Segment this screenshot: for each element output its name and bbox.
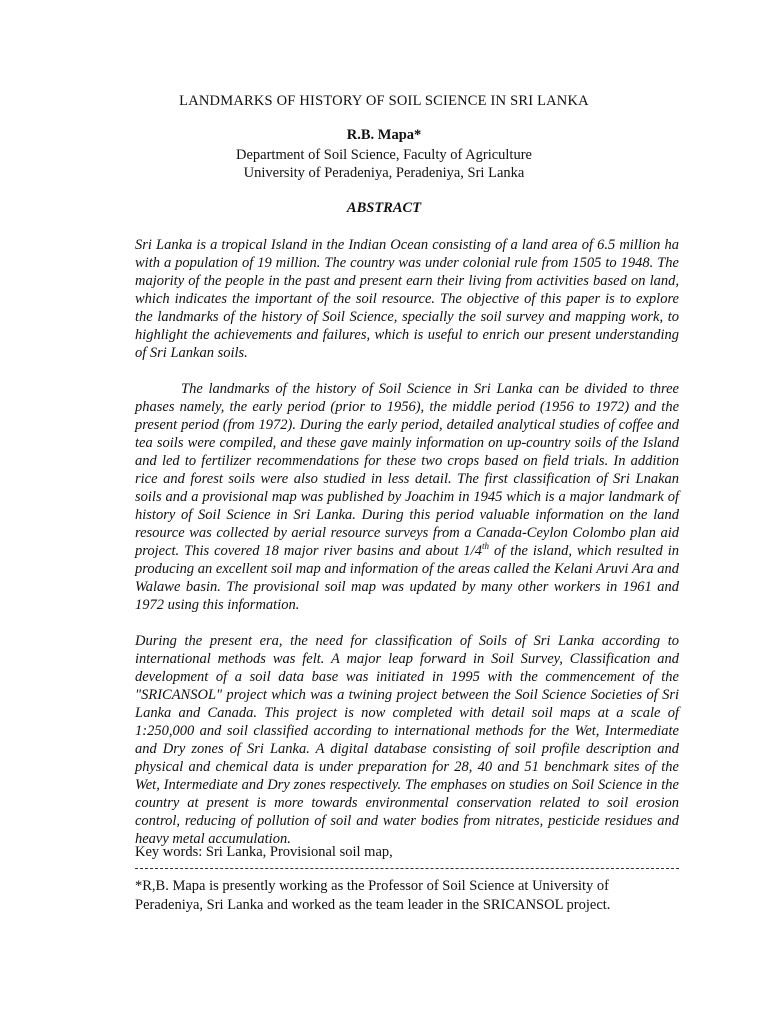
paragraph-2-superscript: th: [481, 541, 489, 552]
author-footnote: *R,B. Mapa is presently working as the Professor of Soil Science at University of Peradeniya, Sri Lanka and worked as the team leader in the SRICANSOL project.: [135, 878, 611, 913]
affiliation-university: University of Peradeniya, Peradeniya, Sri Lanka: [243, 165, 525, 181]
abstract-paragraph-3: During the present era, the need for classification of Soils of Sri Lanka according to international methods was felt. A major leap forward in Soil Survey, Classification and development of a soil data base was initiated in 1995 with the commencement of the "SRICANSOL" project which was a twining project between the Soil Science Societies of Sri Lanka and Canada. This project is now completed with detail soil maps at a scale of 1:250,000 and soil classified according to international methods for the Wet, Intermediate and Dry zones of Sri Lanka. A digital database consisting of soil profile description and physical and chemical data is under preparation for 28, 40 and 51 benchmark sites of the Wet, Intermediate and Dry zones respectively. The emphases on studies on Soil Science in the country at present is more towards environmental conservation related to soil erosion control, reducing of pollution of soil and water bodies from nitrates, pesticide residues and heavy metal accumulation.: [135, 633, 679, 847]
abstract-paragraph-1: Sri Lanka is a tropical Island in the Indian Ocean consisting of a land area of 6.5 million ha with a population of 19 million. The country was under colonial rule from 1505 to 1948. The majority of the people in the past and present earn their living from activities based on land, which indicates the important of the soil resource. The objective of this paper is to explore the landmarks of the history of Soil Science, specially the soil survey and mapping work, to highlight the achievements and failures, which is useful to enrich our present understanding of Sri Lankan soils.: [135, 237, 679, 361]
affiliation-department: Department of Soil Science, Faculty of Agriculture: [236, 147, 532, 163]
paragraph-2-text-a: The landmarks of the history of Soil Science in Sri Lanka can be divided to three phases namely, the early period (prior to 1956), the middle period (1956 to 1972) and the present period (from 1972). During the early period, detailed analytical studies of coffee and tea soils were compiled, and these gave mainly information on up-country soils of the Island and led to fertilizer recommendations for these two crops based on field trials. In addition rice and forest soils were also studied in less detail. The first classification of Sri Lnakan soils and a provisional map was published by Joachim in 1945 which is a major landmark of history of Soil Science in Sri Lanka. During this period valuable information on the land resource was collected by aerial resource surveys from a Canada-Ceylon Colombo plan aid project. This covered 18 major river basins and about 1/4: [135, 381, 679, 559]
author-name: R.B. Mapa*: [346, 127, 422, 143]
keywords: Key words: Sri Lanka, Provisional soil map,: [135, 844, 393, 860]
abstract-heading: ABSTRACT: [346, 200, 422, 216]
paper-title: LANDMARKS OF HISTORY OF SOIL SCIENCE IN SRI LANKA: [179, 93, 589, 109]
abstract-paragraph-2: [135, 380, 679, 614]
paragraph-2-text-b: of the island, which resulted in producing an excellent soil map and information of the areas called the Kelani Aruvi Ara and Walawe basin. The provisional soil map was updated by many other workers in 1961 and 1972 using this information.: [135, 543, 679, 613]
footnote-divider: [135, 868, 679, 869]
